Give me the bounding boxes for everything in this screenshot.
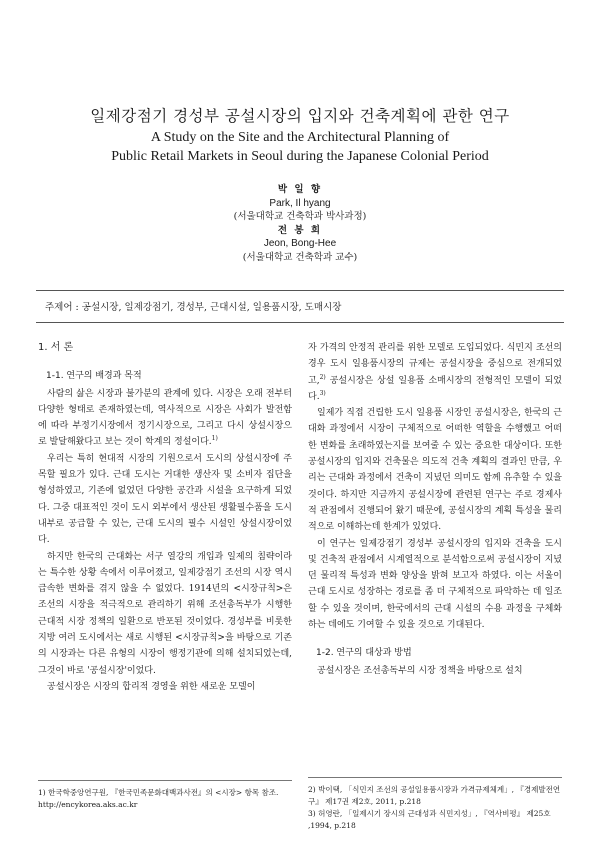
keywords-box: 주제어 : 공설시장, 일제강점기, 경성부, 근대시설, 일용품시장, 도매시장 [36, 290, 564, 323]
paragraph: 공설시장은 조선총독부의 시장 정책을 바탕으로 설치 [317, 665, 523, 676]
subsection-title-1-1: 1-1. 연구의 배경과 목적 [46, 371, 142, 382]
author-1-affiliation: (서울대학교 건축학과 박사과정) [233, 211, 367, 222]
paragraph: 공설시장은 시장의 합리적 경영을 위한 새로운 모델이 [47, 681, 256, 692]
footnote-3: 3) 허영란, 「일제시기 장시의 근대성과 식민지성」, 『역사비평』 제25호 ,1994, p.218 [308, 809, 551, 830]
paragraph: 사람의 삶은 시장과 불가분의 관계에 있다. 시장은 오래 전부터 다양한 형태로 존재하였는데, 역사적으로 시장은 사회가 발전함에 따라 부정기시장에서 정기시장으로, 그리고 다시 상설시장으로 발달해왔다고 보는 것이 학계의 정설이다.$^{1)}$ [38, 388, 292, 448]
author-2-name-ko: 전 봉 희 [277, 224, 323, 236]
footnotes-left [38, 780, 292, 811]
footnote-mark: 2) [319, 373, 326, 381]
footnote-2: 2) 박이택, 「식민지 조선의 공설일용품시장과 가격규제체계」, 『경제발전연구』 제17권 제2호, 2011, p.218 [308, 785, 561, 806]
korean-title: 일제강점기 경성부 공설시장의 입지와 건축계획에 관한 연구 [90, 107, 510, 125]
author-1-name-en: Park, Il hyang [269, 197, 331, 209]
author-2-name-en: Jeon, Bong-Hee [263, 238, 337, 249]
footnote-mark: 1) [211, 435, 218, 443]
subsection-title-1-2: 1-2. 연구의 대상과 방법 [316, 648, 412, 659]
english-title [0, 128, 600, 166]
footnote-mark: 3) [319, 389, 326, 397]
paragraph: 우리는 특히 현대적 시장의 기원으로서 도시의 상설시장에 주목할 필요가 있다. 근대 도시는 거대한 생산자 및 소비자 집단을 형성하였고, 기존에 없었던 다양한 공간과 시설을 요구하게 되었다. 그중 대표적인 것이 도시 외부에서 생산된 생활필수품을 도시 내부로 공급할 수 있는, 근대 도시의 필수 시설인 상설시장이었다. [38, 453, 292, 546]
paragraph: 자 가격의 안정적 관리를 위한 모델로 도입되었다. 식민지 조선의 경우 도시 일용품시장의 규제는 공설시장을 중심으로 전개되었고,$^{2)}$ 공설시장은 상설 일용품 소매시장의 전형적인 모델이 되었다.$^{3)}$ [308, 343, 562, 402]
author-1-name-ko: 박 일 향 [277, 184, 323, 195]
english-title-line-1: A Study on the Site and the Architectural Planning of [150, 130, 450, 145]
right-column [308, 340, 562, 679]
section-title: 1. 서 론 [38, 342, 74, 353]
footnote-1: 1) 한국학중앙연구원, 『한국민족문화대백과사전』의 <시장> 항목 참조. http://encykorea.aks.ac.kr [38, 788, 279, 809]
english-title-line-2: Public Retail Markets in Seoul during the Japanese Colonial Period [111, 149, 489, 164]
paragraph: 이 연구는 일제강점기 경성부 공설시장의 입지와 건축을 도시 및 건축적 관점에서 시계열적으로 분석함으로써 공설시장이 지녔던 물리적 특성과 변화 양상을 밝혀 보고자 하였다. 이는 서울이 근대 도시로 성장하는 경로를 좀 더 구체적으로 파악하는 데 일조할 수 있을 것이며, 한국에서의 근대 시설의 수용 과정을 구체화하는 데에도 기여할 수 있을 것으로 기대된다. [308, 538, 562, 631]
left-column [38, 340, 292, 695]
author-block [0, 183, 600, 264]
paragraph: 하지만 한국의 근대화는 서구 열강의 개입과 일제의 침략이라는 특수한 상황 속에서 이루어졌고, 일제강점기 조선의 시장 역시 급속한 변화를 겪지 않을 수 없었다. 1914년의 <시장규칙>은 조선의 시장을 적극적으로 관리하기 위해 조선총독부가 시행한 근대적 시장 정책의 일환으로 반포된 것이었다. 경성부를 비롯한 지방 여러 도시에서는 새로 시행된 <시장규칙>을 바탕으로 기존의 시장과는 다른 유형의 시장이 행정기관에 의해 설치되었는데, 그것이 바로 '공설시장'이었다. [38, 551, 292, 676]
paragraph: 일제가 직접 건립한 도시 일용품 시장인 공설시장은, 한국의 근대화 과정에서 시장이 구체적으로 어떠한 역할을 수행했고 어떠한 변화를 초래하였는지를 보여줄 수 있는 중요한 대상이다. 또한 공설시장의 입지와 건축물은 의도적 건축 계획의 결과인 만큼, 우리는 근대화 과정에서 건축이 지녔던 의미도 함께 유추할 수 있을 것이다. 하지만 지금까지 공설시장에 관련된 연구는 주로 경제사적 관점에서 진행되어 왔기 때문에, 공설시장의 계획 특성을 물리적으로 이해하는데 한계가 있었다. [308, 408, 562, 533]
author-2-affiliation: (서울대학교 건축학과 교수) [242, 251, 358, 263]
footnotes-right [308, 777, 562, 832]
